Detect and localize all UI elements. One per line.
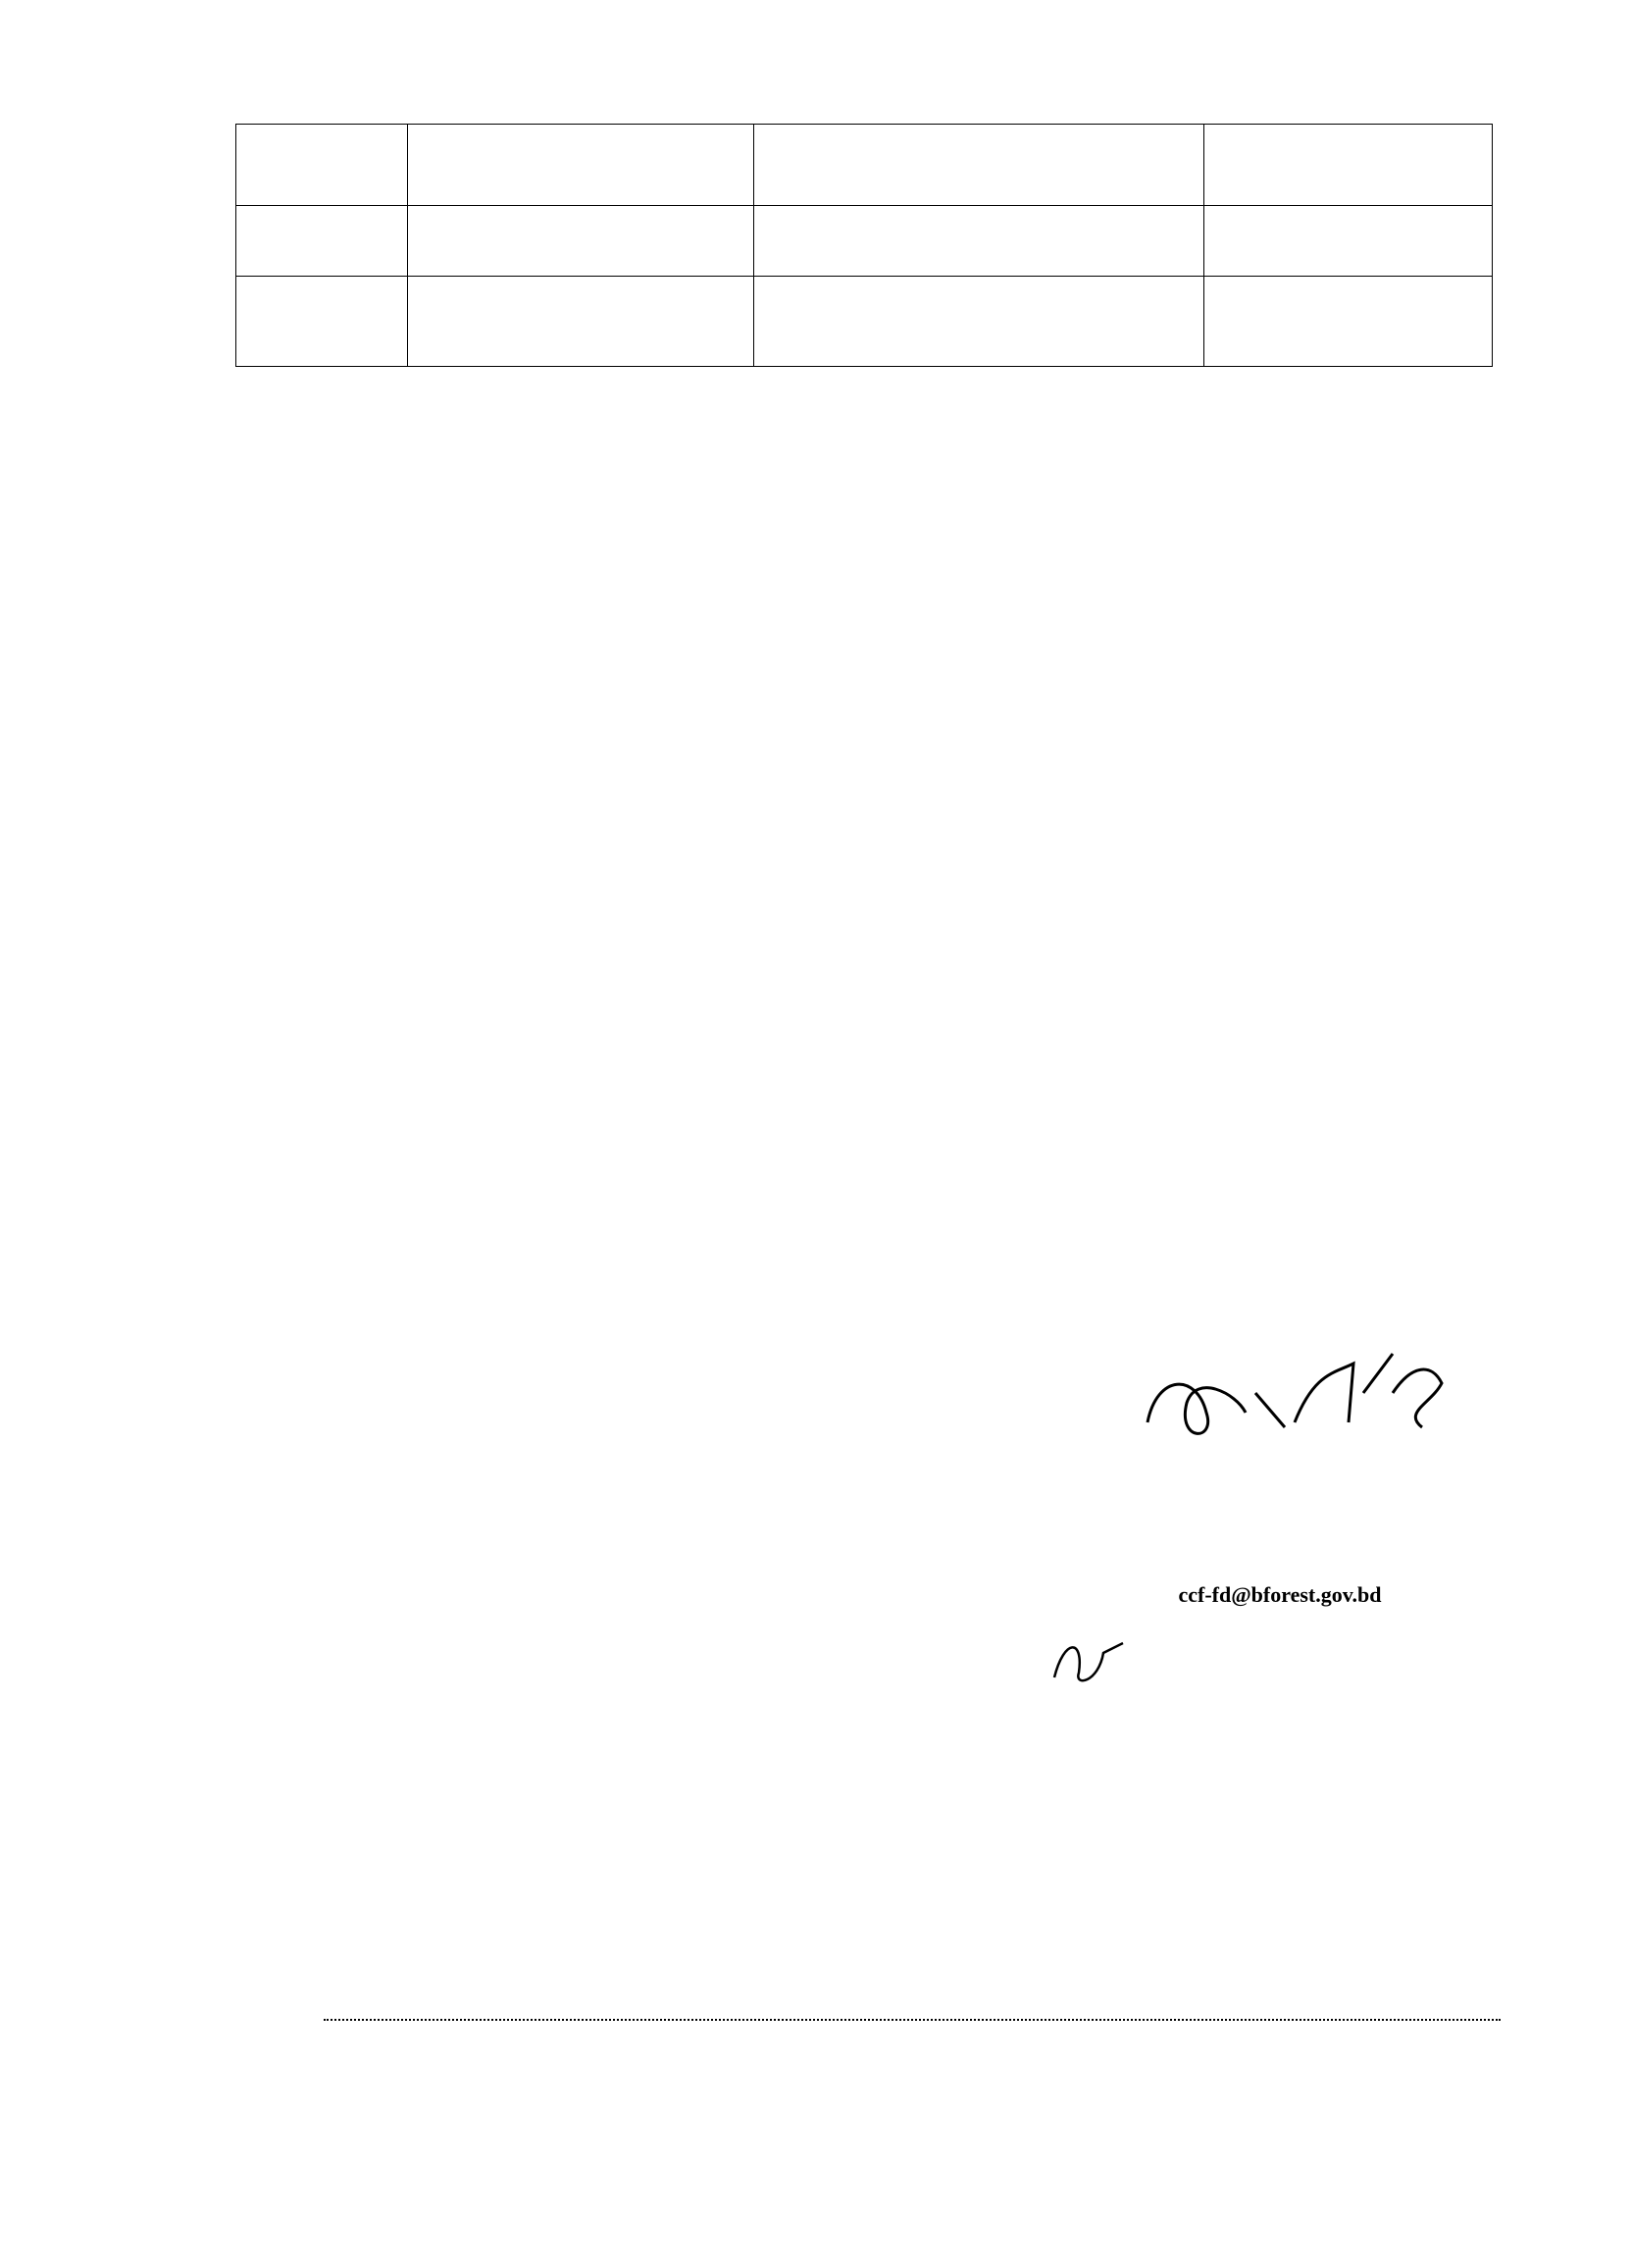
copy-text (324, 2111, 1501, 2148)
signature-block (1074, 1354, 1486, 1613)
condition-item (247, 1263, 1499, 1301)
blank-fill-line (324, 1995, 1501, 2021)
post-cell (1204, 206, 1493, 277)
serial-cell (236, 277, 408, 367)
signatory-name (1074, 1471, 1486, 1507)
table-row (236, 206, 1493, 277)
copy-item (245, 1958, 1501, 2021)
name-cell (407, 206, 753, 277)
condition-text (310, 1220, 1499, 1258)
copy-text (324, 1797, 1501, 1834)
col-serial-header (236, 125, 408, 206)
col-name-header (407, 125, 753, 206)
condition-item (247, 616, 1499, 653)
copy-item (245, 1797, 1501, 1834)
address-cell (753, 277, 1204, 367)
signatory-phone (1074, 1542, 1486, 1577)
copy-text (324, 1958, 1501, 1995)
condition-item (247, 1016, 1499, 1054)
copy-item (245, 2070, 1501, 2107)
condition-item (247, 657, 1499, 695)
serial-cell (236, 206, 408, 277)
name-cell (407, 277, 753, 367)
condition-item (247, 1220, 1499, 1258)
col-address-header (753, 125, 1204, 206)
copy-distribution-intro (343, 1748, 932, 1778)
copy-item (245, 1917, 1501, 1954)
copy-item (245, 1876, 1501, 1913)
condition-item (247, 461, 1499, 498)
col-post-header (1204, 125, 1493, 206)
signatory-designation (1074, 1507, 1486, 1542)
table-header-row (236, 125, 1493, 206)
appointment-table (235, 124, 1493, 367)
address-cell (753, 206, 1204, 277)
table-row (236, 277, 1493, 367)
condition-text (310, 975, 1499, 1012)
condition-item (247, 1177, 1499, 1214)
condition-text (310, 1097, 1499, 1134)
copy-item (245, 2111, 1501, 2148)
condition-text (310, 616, 1499, 653)
post-cell (1204, 277, 1493, 367)
condition-text (310, 1263, 1499, 1301)
signatory-email: ccf-fd@bforest.gov.bd (1178, 1582, 1382, 1607)
condition-text (310, 895, 1499, 932)
condition-item (247, 975, 1499, 1012)
copy-text (324, 1876, 1501, 1913)
condition-text (310, 1016, 1499, 1054)
copy-text (324, 1917, 1501, 1954)
memo-row (250, 1683, 1407, 1723)
condition-item (247, 777, 1499, 814)
condition-text (310, 777, 1499, 814)
condition-text (310, 1177, 1499, 1214)
condition-text (310, 657, 1499, 695)
condition-item (247, 1097, 1499, 1134)
condition-item (247, 895, 1499, 932)
condition-text (310, 461, 1499, 498)
copy-text (324, 2070, 1501, 2107)
